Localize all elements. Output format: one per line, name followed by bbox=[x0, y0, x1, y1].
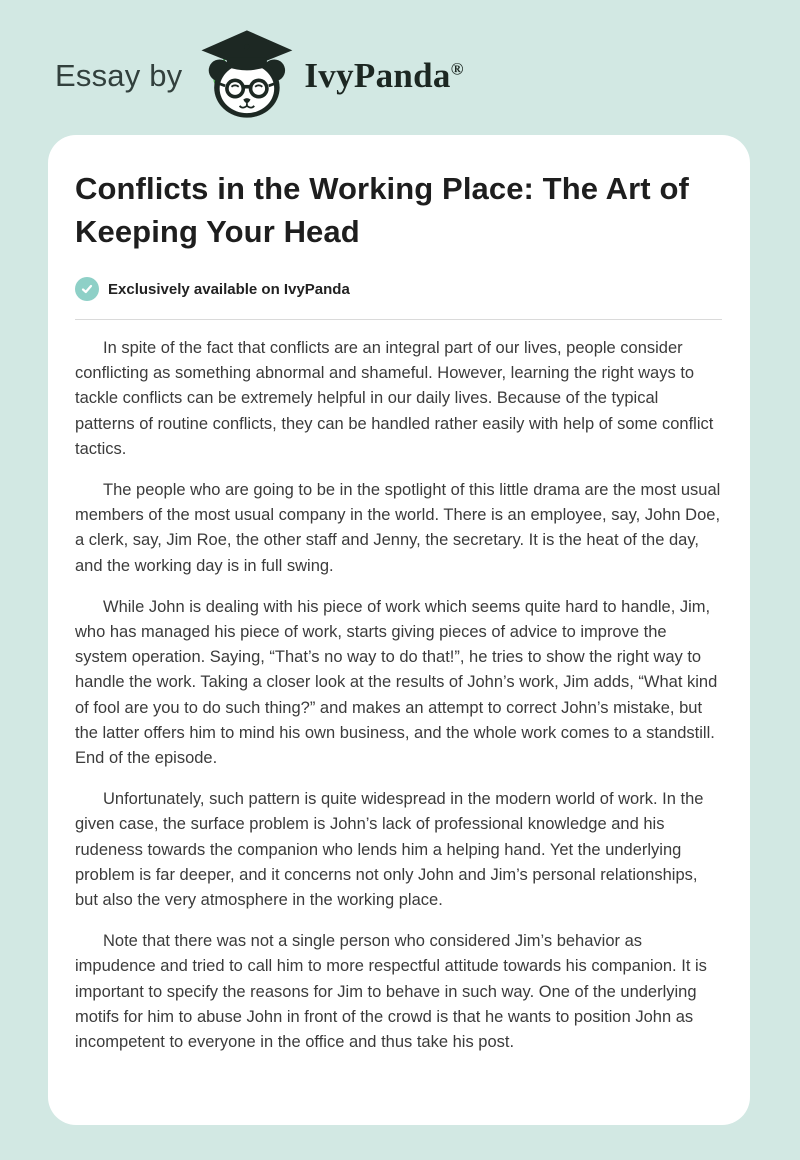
availability-label: Exclusively available on IvyPanda bbox=[108, 280, 350, 298]
check-icon bbox=[75, 277, 99, 301]
essay-paragraph: Note that there was not a single person who considered Jim’s behavior as impudence and tried to call him to more respectful attitude towards his companion. It is important to specify the reasons for Jim to behave in such way. One of the underlying motifs for him to abuse John in front of the crowd is that he wants to position John as incompetent to everyone in the office and thus take his post. bbox=[75, 932, 707, 1052]
page-title: Conflicts in the Working Place: The Art of Keeping Your Head bbox=[75, 171, 689, 249]
brand-name: IvyPanda® bbox=[304, 55, 464, 95]
site-header bbox=[0, 0, 800, 135]
panda-graduation-logo bbox=[196, 28, 296, 120]
essay-body bbox=[75, 336, 722, 1055]
registered-mark: ® bbox=[450, 58, 464, 78]
essay-paragraph: In spite of the fact that conflicts are an integral part of our lives, people consider conflicting as something abnormal and shameful. However, learning the right ways to tackle conflicts can be extremely helpful in our daily lives. Because of the typical patterns of routine conflicts, they can be handled rather easily with help of some conflict tactics. bbox=[75, 339, 714, 458]
essay-paragraph: Unfortunately, such pattern is quite widespread in the modern world of work. In the given case, the surface problem is John’s lack of professional knowledge and his rudeness towards the companion who lends him a helping hand. Yet the underlying problem is far deeper, and it concerns not only John and Jim’s personal relationships, but also the very atmosphere in the working place. bbox=[75, 790, 704, 910]
essay-paragraph: The people who are going to be in the spotlight of this little drama are the most usual members of the most usual company in the world. There is an employee, say, John Doe, a clerk, say, Jim Roe, the other staff and Jenny, the secretary. It is the heat of the day, and the working day is in full swing. bbox=[75, 481, 721, 575]
essay-paragraph: While John is dealing with his piece of work which seems quite hard to handle, Jim, who has managed his piece of work, starts giving pieces of advice to improve the system operation. Saying, “That’s no way to do that!”, he tries to show the right way to handle the work. Taking a closer look at the results of John’s work, Jim adds, “What kind of fool are you to do such thing?” and makes an attempt to correct John’s mistake, but the latter offers him to mind his own business, and the whole work comes to a standstill. End of the episode. bbox=[75, 597, 718, 768]
availability-badge bbox=[75, 277, 722, 301]
divider bbox=[75, 319, 722, 320]
essay-by-label: Essay by bbox=[55, 57, 183, 93]
essay-card bbox=[48, 135, 750, 1125]
